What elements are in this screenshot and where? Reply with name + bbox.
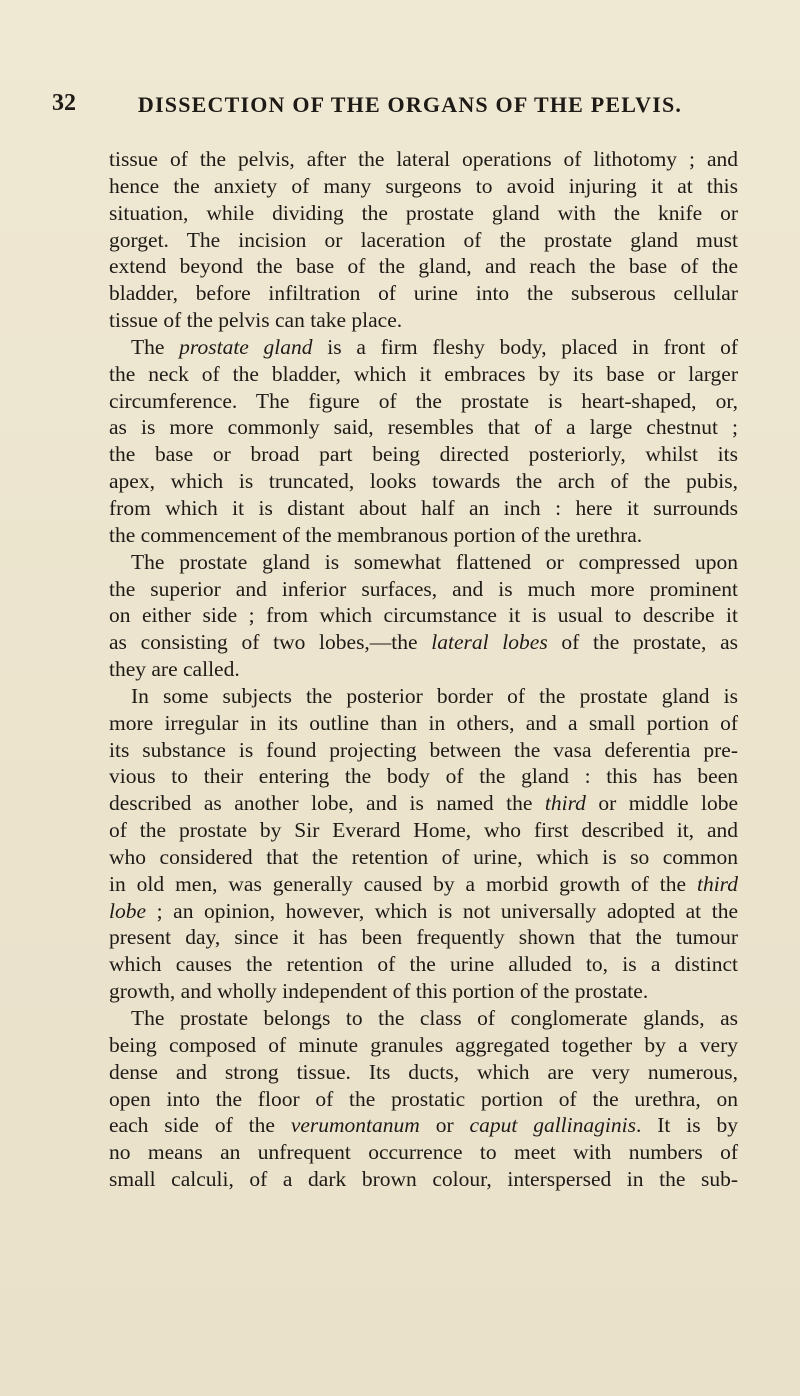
text-line xyxy=(109,924,738,951)
text-segment: In some subjects the posterior border of the prostate gland is xyxy=(131,683,738,708)
text-line xyxy=(109,468,738,495)
text-line xyxy=(109,307,738,334)
body-text xyxy=(109,146,738,1193)
text-segment: being composed of minute granules aggregated together by a very xyxy=(109,1032,738,1057)
text-line xyxy=(109,173,738,200)
text-segment: each side of the xyxy=(109,1113,291,1138)
text-segment: apex, which is truncated, looks towards the arch of the pubis, xyxy=(109,469,738,494)
text-segment: or middle lobe xyxy=(585,791,738,816)
text-line xyxy=(109,790,738,817)
text-line xyxy=(109,146,738,173)
text-segment: they are called. xyxy=(109,657,240,682)
text-line xyxy=(109,200,738,227)
page-number: 32 xyxy=(52,90,76,116)
text-segment: as is more commonly said, resembles that of a large chestnut ; xyxy=(109,415,738,440)
text-segment: The xyxy=(131,334,180,359)
text-line xyxy=(109,817,738,844)
text-segment: tissue of the pelvis can take place. xyxy=(109,308,403,333)
page-header xyxy=(52,90,732,126)
text-segment: the neck of the bladder, which it embraces by its base or larger xyxy=(109,361,738,386)
text-segment: small calculi, of a dark brown colour, interspersed in the sub- xyxy=(109,1167,738,1192)
text-line xyxy=(109,1059,738,1086)
text-line xyxy=(109,629,738,656)
text-segment: The prostate belongs to the class of conglomerate glands, as xyxy=(131,1006,738,1030)
text-segment: the commencement of the membranous portion of the urethra. xyxy=(109,522,643,547)
text-line xyxy=(109,361,738,388)
text-line xyxy=(109,978,738,1005)
italic-term: prostate gland xyxy=(179,334,313,359)
italic-term: lobe xyxy=(109,898,147,923)
text-segment: the base or broad part being directed posteriorly, whilst its xyxy=(109,442,738,467)
text-segment: from which it is distant about half an inch : here it surrounds xyxy=(109,495,738,520)
text-segment: dense and strong tissue. Its ducts, which are very numerous, xyxy=(109,1059,738,1084)
text-line xyxy=(109,1112,738,1139)
text-line xyxy=(109,763,738,790)
text-segment: no means an unfrequent occurrence to meet with numbers of xyxy=(109,1140,738,1165)
text-segment: . It is by xyxy=(635,1113,739,1138)
text-segment: or xyxy=(419,1113,470,1138)
text-segment: in old men, was generally caused by a morbid growth of the xyxy=(109,871,697,896)
text-segment: open into the floor of the prostatic portion of the urethra, on xyxy=(109,1086,738,1111)
text-segment: bladder, before infiltration of urine into the subserous cellular xyxy=(109,281,738,306)
text-line xyxy=(109,1086,738,1113)
text-segment: its substance is found projecting between the vasa deferentia pre- xyxy=(109,737,738,762)
text-segment: as consisting of two lobes,—the xyxy=(109,630,432,655)
text-segment: the superior and inferior surfaces, and is much more prominent xyxy=(109,576,738,601)
text-line xyxy=(109,871,738,898)
text-segment: who considered that the retention of urine, which is so common xyxy=(109,844,738,869)
text-line xyxy=(109,334,738,361)
text-segment: hence the anxiety of many surgeons to avoid injuring it at this xyxy=(109,173,738,198)
text-line xyxy=(109,549,738,576)
text-line xyxy=(109,710,738,737)
text-line xyxy=(109,441,738,468)
text-line xyxy=(109,737,738,764)
italic-term: caput gallinaginis xyxy=(469,1113,636,1138)
text-line xyxy=(109,844,738,871)
text-segment: extend beyond the base of the gland, and reach the base of the xyxy=(109,254,738,279)
running-title: DISSECTION OF THE ORGANS OF THE PELVIS. xyxy=(137,92,683,117)
text-line xyxy=(109,656,738,683)
text-line xyxy=(109,951,738,978)
text-segment: tissue of the pelvis, after the lateral operations of lithotomy ; and xyxy=(109,147,738,171)
text-segment: is a firm fleshy body, placed in front of xyxy=(312,334,738,359)
text-segment: of the prostate, as xyxy=(547,630,739,655)
text-line xyxy=(109,253,738,280)
text-line xyxy=(109,1139,738,1166)
text-segment: ; an opinion, however, which is not universally adopted at the xyxy=(146,898,738,923)
text-segment: present day, since it has been frequently shown that the tumour xyxy=(109,925,738,950)
text-line xyxy=(109,280,738,307)
italic-term: lateral lobes xyxy=(431,630,548,655)
text-segment: vious to their entering the body of the gland : this has been xyxy=(109,764,738,789)
text-line xyxy=(109,414,738,441)
text-line xyxy=(109,1032,738,1059)
text-segment: of the prostate by Sir Everard Home, who first described it, and xyxy=(109,818,738,843)
text-line xyxy=(109,1166,738,1193)
text-line xyxy=(109,495,738,522)
text-line xyxy=(109,898,738,925)
text-line xyxy=(109,227,738,254)
text-line xyxy=(109,602,738,629)
text-segment: on either side ; from which circumstance it is usual to describe it xyxy=(109,603,738,628)
italic-term: third xyxy=(544,791,586,816)
text-line xyxy=(109,576,738,603)
text-segment: growth, and wholly independent of this portion of the prostate. xyxy=(109,979,649,1004)
text-segment: gorget. The incision or laceration of the prostate gland must xyxy=(109,227,738,252)
text-segment: The prostate gland is somewhat flattened or compressed upon xyxy=(131,549,738,574)
text-segment: circumference. The figure of the prostate is heart-shaped, or, xyxy=(109,388,738,413)
text-line xyxy=(109,1005,738,1032)
italic-term: third xyxy=(696,871,738,896)
text-segment: described as another lobe, and is named the xyxy=(109,791,545,816)
text-segment: more irregular in its outline than in others, and a small portion of xyxy=(109,710,738,735)
text-line xyxy=(109,388,738,415)
text-segment: which causes the retention of the urine alluded to, is a distinct xyxy=(109,952,738,977)
text-line xyxy=(109,522,738,549)
italic-term: verumontanum xyxy=(290,1113,420,1138)
text-segment: situation, while dividing the prostate gland with the knife or xyxy=(109,200,738,225)
text-line xyxy=(109,683,738,710)
